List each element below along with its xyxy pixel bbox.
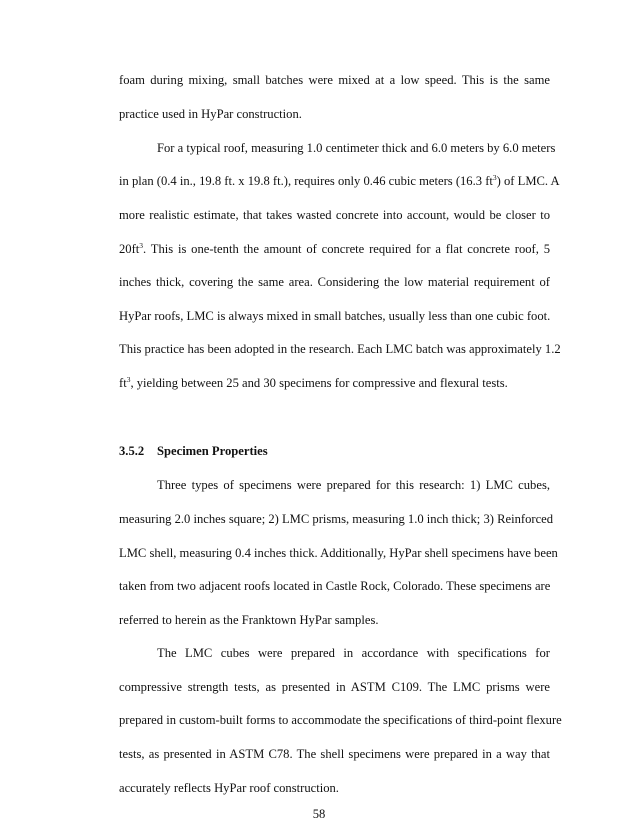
paragraph-4-line-2: compressive strength tests, as presented in ASTM C109. The LMC prisms were bbox=[119, 680, 550, 694]
paragraph-4-line-1: The LMC cubes were prepared in accordance with specifications for bbox=[157, 646, 550, 660]
paragraph-2-line-8 bbox=[119, 375, 550, 391]
section-number: 3.5.2 bbox=[119, 444, 145, 458]
paragraph-2-line-3: more realistic estimate, that takes wasted concrete into account, would be closer to bbox=[119, 208, 550, 222]
section-title: Specimen Properties bbox=[157, 444, 268, 458]
text-span: in plan (0.4 in., 19.8 ft. x 19.8 ft.), requires only 0.46 cubic meters (16.3 ft bbox=[119, 174, 493, 188]
paragraph-1-line-1: foam during mixing, small batches were mixed at a low speed. This is the same bbox=[119, 73, 550, 87]
text-span: ft bbox=[119, 376, 127, 390]
paragraph-4-line-4: tests, as presented in ASTM C78. The shell specimens were prepared in a way that bbox=[119, 747, 550, 761]
text-span: ) of LMC. A bbox=[496, 174, 560, 188]
paragraph-2-line-1: For a typical roof, measuring 1.0 centimeter thick and 6.0 meters by 6.0 meters bbox=[157, 141, 556, 155]
paragraph-2-line-2 bbox=[119, 173, 560, 189]
section-heading bbox=[119, 443, 550, 459]
paragraph-4-line-5: accurately reflects HyPar roof construction. bbox=[119, 781, 339, 795]
paragraph-3-line-1: Three types of specimens were prepared for this research: 1) LMC cubes, bbox=[157, 478, 550, 492]
superscript: 3 bbox=[139, 241, 144, 250]
paragraph-3-line-4: taken from two adjacent roofs located in Castle Rock, Colorado. These specimens are bbox=[119, 579, 551, 593]
text-span: 20ft bbox=[119, 242, 140, 256]
paragraph-3-line-3: LMC shell, measuring 0.4 inches thick. Additionally, HyPar shell specimens have been bbox=[119, 546, 558, 560]
paragraph-2-line-6: HyPar roofs, LMC is always mixed in small batches, usually less than one cubic foot. bbox=[119, 309, 551, 323]
paragraph-1-line-2: practice used in HyPar construction. bbox=[119, 107, 302, 121]
superscript: 3 bbox=[126, 375, 131, 384]
paragraph-4-line-3: prepared in custom-built forms to accommodate the specifications of third-point flexure bbox=[119, 713, 562, 727]
paragraph-2-line-4 bbox=[119, 241, 550, 257]
paragraph-2-line-7: This practice has been adopted in the research. Each LMC batch was approximately 1.2 bbox=[119, 342, 561, 356]
text-span: . This is one-tenth the amount of concrete required for a flat concrete roof, 5 bbox=[143, 242, 550, 256]
page-number: 58 bbox=[312, 807, 326, 821]
paragraph-3-line-5: referred to herein as the Franktown HyPar samples. bbox=[119, 613, 379, 627]
paragraph-2-line-5: inches thick, covering the same area. Considering the low material requirement of bbox=[119, 275, 550, 289]
text-span: , yielding between 25 and 30 specimens for compressive and flexural tests. bbox=[130, 376, 508, 390]
superscript: 3 bbox=[492, 173, 497, 182]
paragraph-3-line-2: measuring 2.0 inches square; 2) LMC prisms, measuring 1.0 inch thick; 3) Reinforced bbox=[119, 512, 554, 526]
